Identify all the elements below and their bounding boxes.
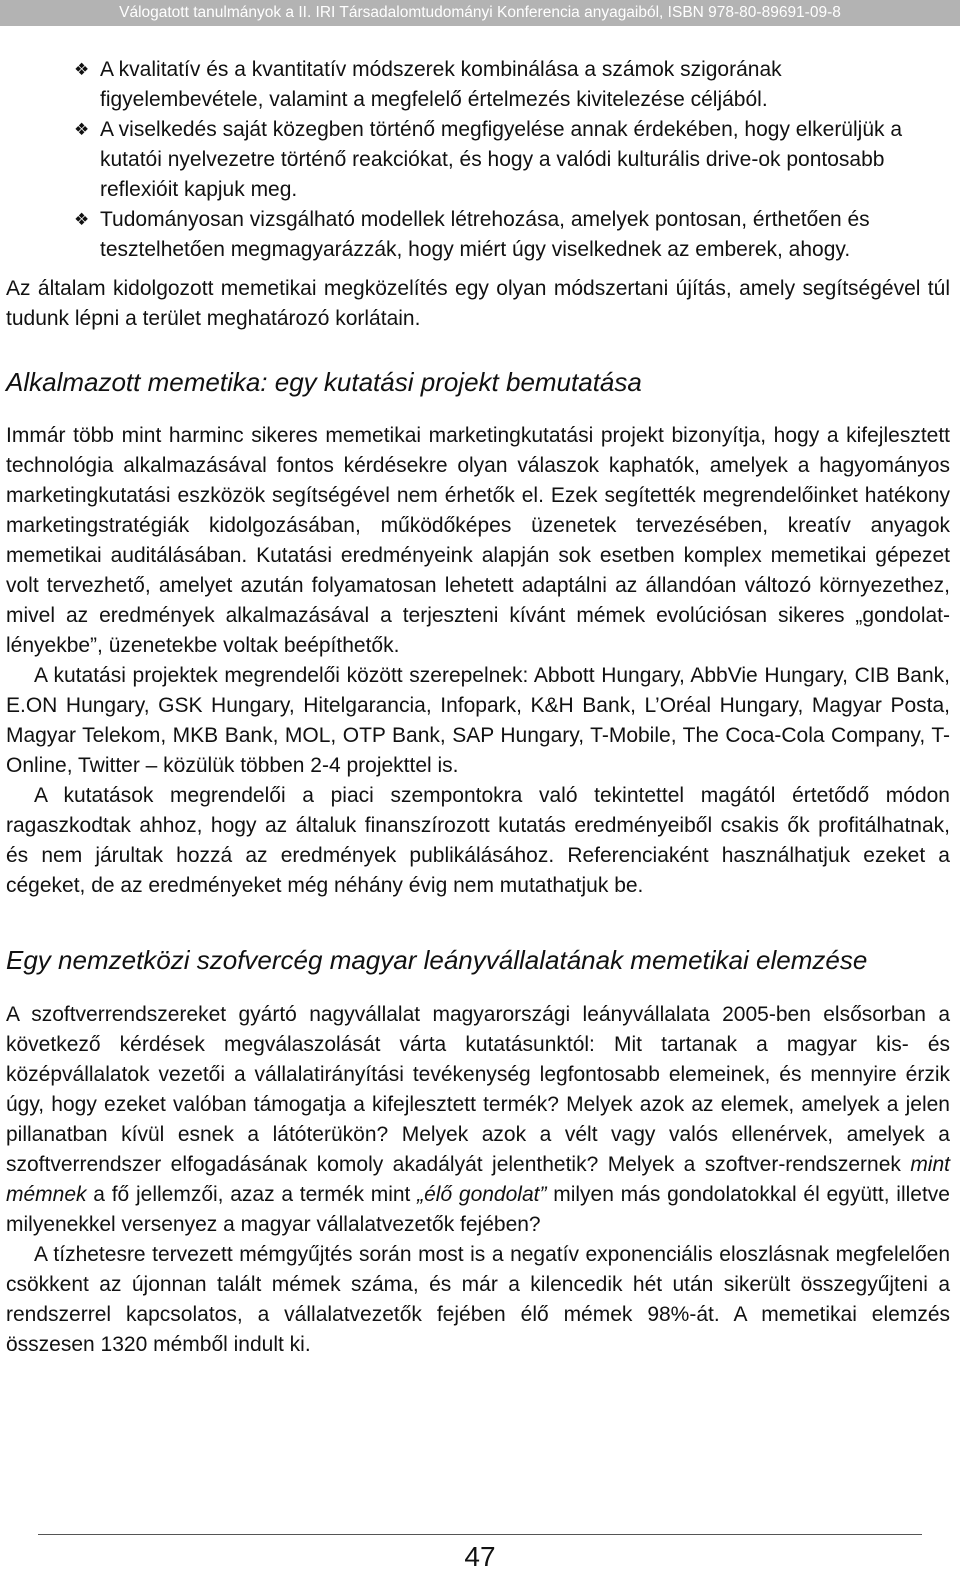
italic-term: mint mémnek bbox=[6, 1153, 950, 1206]
diamond-bullet-icon: ❖ bbox=[74, 210, 90, 229]
list-item bbox=[6, 205, 950, 265]
text-run: A szoftverrendszereket gyártó nagyvállalat magyarországi leányvállalata 2005-ben elsősorban a következő kérdések megválaszolását várta kutatásunktól: Mit tartanak a magyar kis- és középvállalatok vezetői a vállalatirányítási tevékenység legfontosabb elemeinek, és mennyire érzik úgy, hogy ezeket valóban támogatja a kifejlesztett termék? Melyek azok az elemek, amelyek a jelen pillanatban kívül esnek a látóterükön? Melyek azok a vélt vagy valós ellenérvek, amelyek a szoftverrendszer elfogadásának komoly akadályát jelenthetik? Melyek a szoftver-rendszernek bbox=[6, 1003, 950, 1176]
italic-term: „élő gondolat” bbox=[417, 1183, 547, 1206]
bullet-text: A viselkedés saját közegben történő megfigyelése annak érdekében, hogy elkerüljük a kutatói nyelvezetre történő reakciókat, és hogy a valódi kulturális drive-ok pontosabb reflexióit kapjuk meg. bbox=[100, 118, 903, 201]
intro-paragraph: Az általam kidolgozott memetikai megközelítés egy olyan módszertani újítás, amely segítségével túl tudunk lépni a terület meghatározó korlátain. bbox=[6, 277, 950, 330]
section2-paragraph-2: A tízhetesre tervezett mémgyűjtés során most is a negatív exponenciális eloszlásnak megfelelően csökkent az újonnan talált mémek száma, és már a kilencedik hét után sikerült összegyűjteni a rendszerrel kapcsolatos, a vállalatvezetők fejében élő mémek 98%-át. A memetikai elemzés összesen 1320 mémből indult ki. bbox=[6, 1243, 950, 1356]
section-heading-software-company: Egy nemzetközi szofvercég magyar leányvállalatának memetikai elemzése bbox=[6, 945, 868, 975]
list-item bbox=[6, 55, 950, 115]
text-run: a fő jellemzői, azaz a termék mint bbox=[86, 1183, 418, 1206]
section1-paragraph-1: Immár több mint harminc sikeres memetikai marketingkutatási projekt bizonyítja, hogy a kifejlesztett technológia alkalmazásával fontos kérdésekre olyan válaszok kaphatók, amelyek a hagyományos marketingkutatási eszközök segítségével nem érhetők el. Ezek segítették megrendelőinket hatékony marketingstratégiák kidolgozásában, működőképes üzenetek tervezésében, kreatív anyagok memetikai auditálásában. Kutatási eredményeink alapján sok esetben komplex memetikai gépezet volt tervezhető, amelyet azután folyamatosan lehetett adaptálni az állandóan változó környezethez, mivel az eredmények alkalmazásával a terjeszteni kívánt mémek evolúciósan sikeres „gondolat-lényekbe”, üzenetekbe voltak beépíthetők. bbox=[6, 424, 950, 657]
page-header: Válogatott tanulmányok a II. IRI Társadalomtudományi Konferencia anyagaiból, ISBN 978-80-89691-09-8 bbox=[0, 0, 960, 26]
section2-paragraph-1 bbox=[6, 1000, 950, 1240]
bullet-list bbox=[6, 55, 950, 265]
section1-paragraph-3: A kutatások megrendelői a piaci szempontokra való tekintettel magától értetődő módon ragaszkodtak ahhoz, hogy az általuk finanszírozott kutatás eredményeiből csakis ők profitálhatnak, és nem járultak hozzá az eredmények publikálásához. Referenciaként használhatjuk ezeket a cégeket, de az eredményeket még néhány évig nem mutathatjuk be. bbox=[6, 784, 950, 897]
page-content bbox=[6, 55, 950, 1360]
page-number: 47 bbox=[464, 1541, 496, 1572]
diamond-bullet-icon: ❖ bbox=[74, 60, 90, 79]
diamond-bullet-icon: ❖ bbox=[74, 120, 90, 139]
text-run: milyen más gondolatokkal él együtt, illetve milyenekkel versenyez a magyar vállalatvezetők fejében? bbox=[6, 1183, 950, 1236]
section1-paragraph-2: A kutatási projektek megrendelői között szerepelnek: Abbott Hungary, AbbVie Hungary, CIB Bank, E.ON Hungary, GSK Hungary, Hitelgarancia, Infopark, K&H Bank, L’Oréal Hungary, Magyar Posta, Magyar Telekom, MKB Bank, MOL, OTP Bank, SAP Hungary, T-Mobile, The Coca-Cola Company, T-Online, Twitter – közülük többen 2-4 projekttel is. bbox=[6, 664, 950, 777]
bullet-text: A kvalitatív és a kvantitatív módszerek kombinálása a számok szigorának figyelembevétele, valamint a megfelelő értelmezés kivitelezése céljából. bbox=[100, 58, 782, 111]
list-item bbox=[6, 115, 950, 205]
section-heading-applied-memetics: Alkalmazott memetika: egy kutatási projekt bemutatása bbox=[6, 367, 642, 397]
footer-divider bbox=[38, 1534, 922, 1535]
bullet-text: Tudományosan vizsgálható modellek létrehozása, amelyek pontosan, érthetően és tesztelhetően megmagyarázzák, hogy miért úgy viselkednek az emberek, ahogy. bbox=[100, 208, 870, 261]
